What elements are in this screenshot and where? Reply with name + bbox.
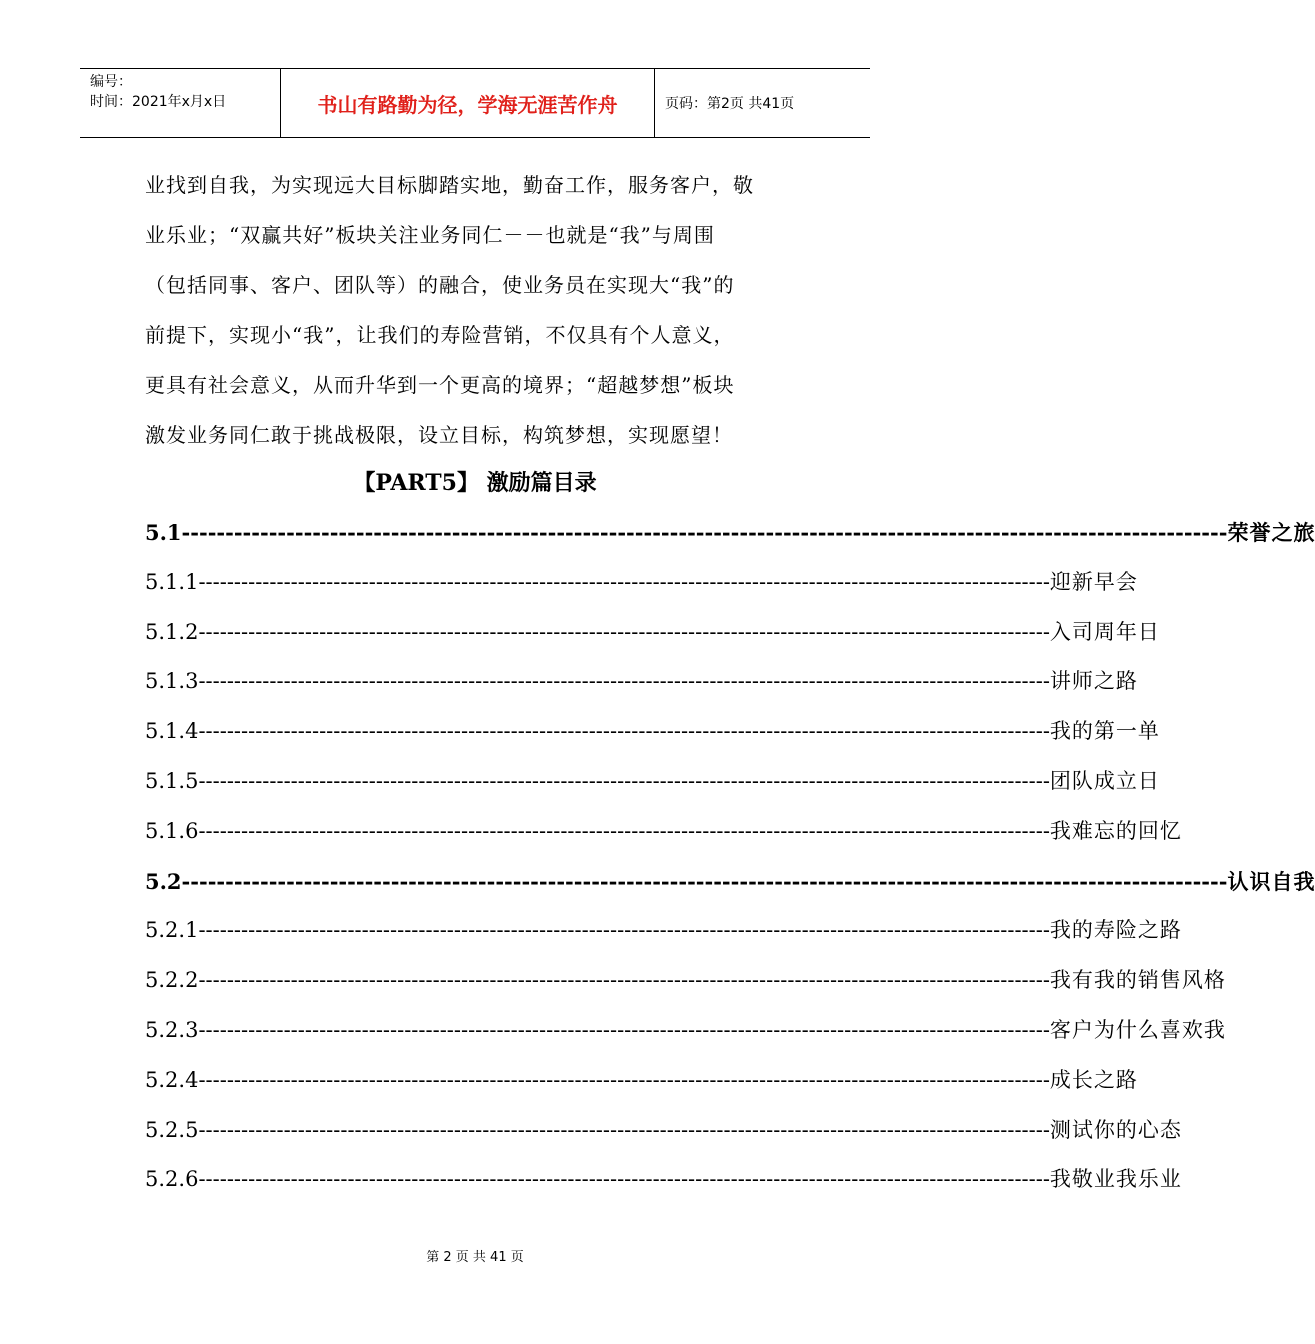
table-of-contents [145,508,1315,1205]
toc-entry-number: 5.1.4 [145,719,199,744]
toc-leader-dashes: ------------------------------------------------------------------------------------------------------------------------ [198,1117,1050,1142]
toc-entry-title: 迎新早会 [1049,569,1138,594]
toc-entry-number: 5.1.3 [145,669,199,694]
toc-entry [145,1106,1182,1156]
toc-entry-number: 5.1.2 [145,619,199,644]
toc-entry-title: 测试你的心态 [1049,1117,1182,1142]
toc-leader-dashes: ------------------------------------------------------------------------------------------------------------------------ [198,1067,1050,1092]
toc-entry [145,558,1138,608]
toc-leader-dashes: ------------------------------------------------------------------------------------------------------------------------ [181,868,1228,894]
document-number-label: 编号： [90,74,132,90]
toc-leader-dashes: ------------------------------------------------------------------------------------------------------------------------ [198,968,1050,993]
toc-leader-dashes: ------------------------------------------------------------------------------------------------------------------------ [198,918,1050,943]
paragraph-line: 业乐业；“双赢共好”板块关注业务同仁－－也就是“我”与周围 [145,223,715,247]
paragraph-line: 前提下，实现小“我”，让我们的寿险营销，不仅具有个人意义， [145,323,735,347]
toc-entry [145,906,1182,956]
toc-entry [145,956,1226,1006]
toc-leader-dashes: ------------------------------------------------------------------------------------------------------------------------ [181,520,1228,545]
toc-leader-dashes: ------------------------------------------------------------------------------------------------------------------------ [198,1017,1050,1042]
page-footer: 第 2 页 共 41 页 [426,1250,524,1265]
toc-leader-dashes: ------------------------------------------------------------------------------------------------------------------------ [198,719,1050,744]
toc-leader-dashes: ------------------------------------------------------------------------------------------------------------------------ [198,818,1050,843]
toc-entry-title: 团队成立日 [1049,768,1160,793]
body-paragraph [145,160,810,460]
toc-entry-title: 我的寿险之路 [1049,918,1182,943]
paragraph-line: 业找到自我，为实现远大目标脚踏实地，勤奋工作，服务客户，敬 [145,173,754,197]
header-motto: 书山有路勤为径，学海无涯苦作舟 [281,69,655,137]
toc-leader-dashes: ------------------------------------------------------------------------------------------------------------------------ [198,1167,1050,1192]
toc-entry [145,608,1160,658]
toc-leader-dashes: ------------------------------------------------------------------------------------------------------------------------ [198,569,1050,594]
toc-entry-number: 5.1 [145,520,182,545]
toc-entry [145,857,1315,907]
toc-entry [145,508,1315,558]
toc-entry-number: 5.1.1 [145,569,199,594]
toc-leader-dashes: ------------------------------------------------------------------------------------------------------------------------ [198,619,1050,644]
toc-entry-number: 5.2.3 [145,1017,199,1042]
paragraph-line: 激发业务同仁敢于挑战极限，设立目标，构筑梦想，实现愿望！ [145,423,733,447]
page-header [80,68,870,138]
header-page-info: 页码：第2页 共41页 [665,96,795,112]
toc-leader-dashes: ------------------------------------------------------------------------------------------------------------------------ [198,669,1050,694]
toc-entry-title: 客户为什么喜欢我 [1049,1017,1226,1042]
toc-entry-title: 荣誉之旅 [1227,520,1315,545]
toc-entry [145,1006,1226,1056]
toc-entry-number: 5.1.6 [145,818,199,843]
toc-entry [145,707,1160,757]
toc-entry-title: 我有我的销售风格 [1049,968,1226,993]
toc-entry-number: 5.2.1 [145,918,199,943]
toc-entry-title: 讲师之路 [1049,669,1138,694]
toc-entry-number: 5.2.4 [145,1067,199,1092]
toc-entry-number: 5.2.6 [145,1167,199,1192]
toc-entry-number: 5.1.5 [145,768,199,793]
toc-entry-number: 5.2 [145,868,182,894]
section-title: 【PART5】 激励篇目录 [353,470,597,496]
toc-entry-title: 我的第一单 [1049,719,1160,744]
toc-entry-number: 5.2.5 [145,1117,199,1142]
toc-entry [145,1155,1182,1205]
toc-entry [145,807,1182,857]
toc-entry-number: 5.2.2 [145,968,199,993]
toc-entry-title: 成长之路 [1049,1067,1138,1092]
toc-entry [145,757,1160,807]
paragraph-line: 更具有社会意义，从而升华到一个更高的境界；“超越梦想”板块 [145,373,735,397]
toc-entry [145,1056,1138,1106]
toc-leader-dashes: ------------------------------------------------------------------------------------------------------------------------ [198,768,1050,793]
paragraph-line: （包括同事、客户、团队等）的融合，使业务员在实现大“我”的 [145,273,735,297]
toc-entry-title: 认识自我 [1227,868,1315,894]
toc-entry-title: 我难忘的回忆 [1049,818,1182,843]
document-time-label: 时间：2021年x月x日 [90,94,227,110]
toc-entry [145,657,1138,707]
toc-entry-title: 入司周年日 [1049,619,1160,644]
toc-entry-title: 我敬业我乐业 [1049,1167,1182,1192]
header-meta [80,69,281,137]
